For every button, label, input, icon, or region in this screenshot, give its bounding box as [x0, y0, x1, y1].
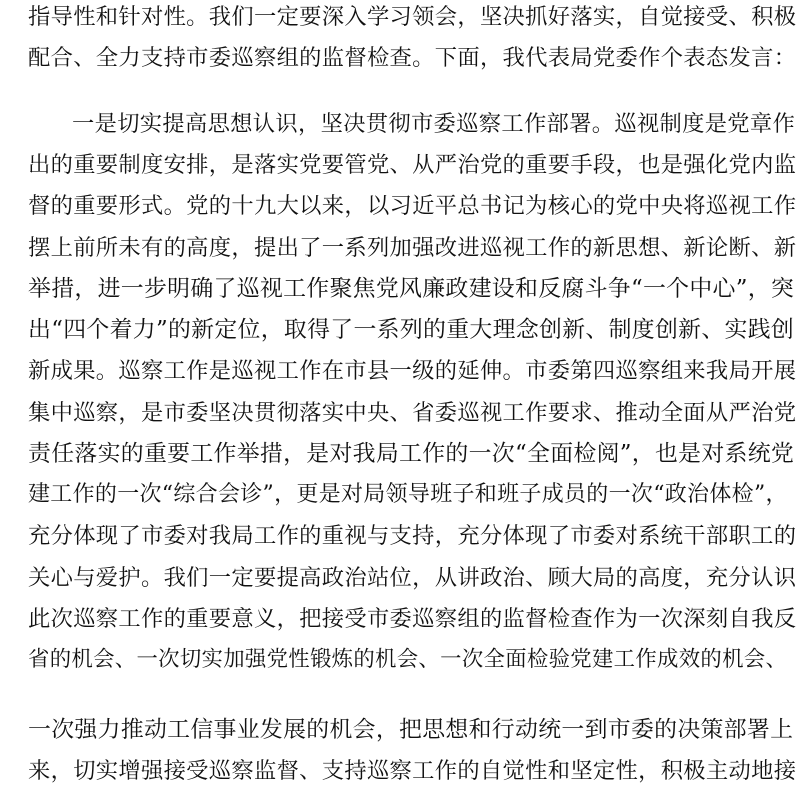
text-line-18: 来，切实增强接受巡察监督、支持巡察工作的自觉性和坚定性，积极主动地接 — [28, 758, 797, 784]
text-line-11: 责任落实的重要工作举措，是对我局工作的一次“全面检阅”，也是对系统党 — [28, 441, 795, 467]
text-line-17: 一次强力推动工信事业发展的机会，把思想和行动统一到市委的决策部署上 — [28, 717, 794, 743]
text-line-1: 指导性和针对性。我们一定要深入学习领会，坚决抓好落实，自觉接受、积极 — [28, 4, 797, 30]
text-line-7: 举措，进一步明确了巡视工作聚焦党风廉政建设和反腐斗争“一个中心”，突 — [28, 276, 795, 302]
text-line-6: 摆上前所未有的高度，提出了一系列加强改进巡视工作的新思想、新论断、新 — [28, 235, 797, 261]
text-line-8: 出“四个着力”的新定位，取得了一系列的重大理念创新、制度创新、实践创 — [28, 317, 795, 343]
text-line-15: 此次巡察工作的重要意义，把接受市委巡察组的监督检查作为一次深刻自我反 — [28, 606, 797, 632]
text-line-9: 新成果。巡察工作是巡视工作在市县一级的延伸。市委第四巡察组来我局开展 — [28, 358, 797, 384]
text-line-14: 关心与爱护。我们一定要提高政治站位，从讲政治、顾大局的高度，充分认识 — [28, 565, 797, 591]
text-line-4: 出的重要制度安排，是落实党要管党、从严治党的重要手段，也是强化党内监 — [28, 152, 797, 178]
text-line-2: 配合、全力支持市委巡察组的监督检查。下面，我代表局党委作个表态发言： — [28, 45, 797, 71]
text-line-5: 督的重要形式。党的十九大以来，以习近平总书记为核心的党中央将巡视工作 — [28, 193, 797, 219]
paragraph-first-line: 一是切实提高思想认识，坚决贯彻市委巡察工作部署。巡视制度是党章作 — [72, 111, 796, 137]
text-line-16: 省的机会、一次切实加强党性锻炼的机会、一次全面检验党建工作成效的机会、 — [28, 647, 788, 672]
text-line-10: 集中巡察，是市委坚决贯彻落实中央、省委巡视工作要求、推动全面从严治党 — [28, 400, 797, 426]
text-line-12: 建工作的一次“综合会诊”，更是对局领导班子和班子成员的一次“政治体检”， — [28, 482, 788, 507]
text-line-13: 充分体现了市委对我局工作的重视与支持，充分体现了市委对系统干部职工的 — [28, 523, 797, 549]
